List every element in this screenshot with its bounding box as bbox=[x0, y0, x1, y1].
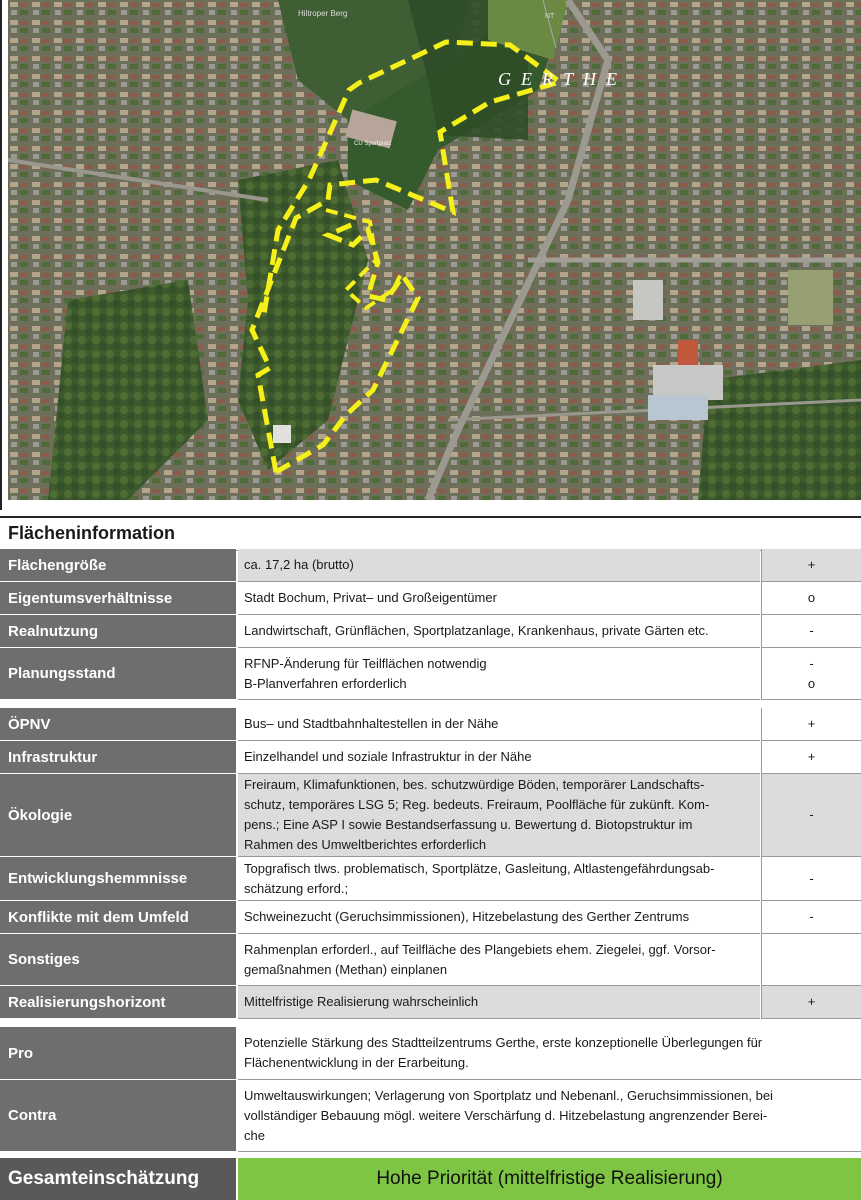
table-row bbox=[0, 549, 861, 582]
row-value bbox=[238, 901, 760, 934]
row-value bbox=[238, 774, 760, 857]
row-label: Infrastruktur bbox=[0, 741, 236, 774]
row-value-line: Stadt Bochum, Privat– und Großeigentümer bbox=[244, 590, 497, 605]
row-label: Konflikte mit dem Umfeld bbox=[0, 901, 236, 934]
row-value-line: ca. 17,2 ha (brutto) bbox=[244, 557, 354, 572]
row-label: Realisierungshorizont bbox=[0, 986, 236, 1019]
row-rating bbox=[761, 901, 861, 934]
row-rating bbox=[761, 986, 861, 1019]
table-row bbox=[0, 934, 861, 986]
table-row bbox=[0, 615, 861, 648]
table-row bbox=[0, 582, 861, 615]
map-marker-text: NT bbox=[545, 13, 555, 20]
row-value-line: B-Planverfahren erforderlich bbox=[244, 675, 407, 691]
row-value-line: vollständiger Bebauung mögl. weitere Verschärfung d. Hitzebelastung angrenzender Berei- bbox=[244, 1107, 768, 1123]
row-value-line: Rahmen des Umweltberichtes erforderlich bbox=[244, 837, 487, 852]
row-value-line: Mittelfristige Realisierung wahrscheinlich bbox=[244, 994, 479, 1009]
row-value-line: gemaßnahmen (Methan) einplanen bbox=[244, 961, 448, 977]
row-label: Ökologie bbox=[0, 774, 236, 857]
table-row bbox=[0, 1027, 861, 1080]
row-rating bbox=[761, 774, 861, 857]
table-row bbox=[0, 774, 861, 857]
row-value-line: Freiraum, Klimafunktionen, bes. schutzwürdige Böden, temporärer Landschafts- bbox=[244, 777, 705, 792]
overall-assessment-result: Hohe Priorität (mittelfristige Realisierung) bbox=[238, 1158, 861, 1200]
row-value bbox=[238, 582, 760, 615]
row-value bbox=[238, 648, 760, 700]
row-value-line: Flächenentwicklung in der Erarbeitung. bbox=[244, 1055, 469, 1070]
row-rating-symbol: o bbox=[807, 675, 816, 691]
row-value-line: Bus– und Stadtbahnhaltestellen in der Nähe bbox=[244, 716, 499, 731]
row-rating-symbol: - bbox=[809, 655, 814, 671]
row-rating bbox=[761, 741, 861, 774]
map-place-label: Hiltroper Berg bbox=[298, 9, 348, 18]
row-value bbox=[238, 1080, 861, 1152]
table-row bbox=[0, 708, 861, 741]
row-value bbox=[238, 857, 760, 901]
row-label: Contra bbox=[0, 1080, 236, 1152]
row-rating-symbol: + bbox=[807, 749, 816, 764]
table-row bbox=[0, 986, 861, 1019]
row-value-line: schätzung erford.; bbox=[244, 880, 349, 896]
table-row bbox=[0, 857, 861, 901]
section-header bbox=[0, 516, 861, 551]
row-value-line: Landwirtschaft, Grünflächen, Sportplatzanlage, Krankenhaus, private Gärten etc. bbox=[244, 623, 709, 638]
row-value-line: Topgrafisch tlws. problematisch, Sportplätze, Gasleitung, Altlastengefährdungsab- bbox=[244, 860, 715, 876]
map-district-label: GERTHE bbox=[498, 69, 627, 89]
map-place-label: CU Sportplatz bbox=[354, 141, 392, 147]
aerial-map bbox=[8, 0, 861, 500]
row-value bbox=[238, 934, 760, 986]
table-row bbox=[0, 741, 861, 774]
table-row bbox=[0, 1080, 861, 1152]
row-value-line: Einzelhandel und soziale Infrastruktur in der Nähe bbox=[244, 749, 532, 764]
row-rating-symbol: o bbox=[807, 590, 816, 605]
row-value bbox=[238, 986, 760, 1019]
row-label: Eigentumsverhältnisse bbox=[0, 582, 236, 615]
table-row bbox=[0, 648, 861, 700]
row-value bbox=[238, 741, 760, 774]
table-row bbox=[0, 901, 861, 934]
aerial-map-graphic bbox=[8, 0, 861, 500]
overall-assessment-row bbox=[0, 1158, 861, 1200]
row-value-line: Umweltauswirkungen; Verlagerung von Sportplatz und Nebenanl., Geruchsimmissionen, bei bbox=[244, 1087, 773, 1103]
row-value-line: pens.; Eine ASP I sowie Bestandserfassung u. Bewertung d. Biotopstruktur im bbox=[244, 817, 693, 832]
row-rating bbox=[761, 648, 861, 700]
row-label: Flächengröße bbox=[0, 549, 236, 582]
row-label: Sonstiges bbox=[0, 934, 236, 986]
left-frame-line bbox=[0, 0, 2, 510]
row-rating bbox=[761, 857, 861, 901]
row-value bbox=[238, 1027, 861, 1080]
row-value-line: Rahmenplan erforderl., auf Teilfläche des Plangebiets ehem. Ziegelei, ggf. Vorsor- bbox=[244, 941, 716, 957]
row-rating-symbol: + bbox=[807, 716, 816, 731]
row-value bbox=[238, 549, 760, 582]
row-rating bbox=[761, 615, 861, 648]
row-rating bbox=[761, 549, 861, 582]
row-rating-symbol: - bbox=[809, 870, 814, 886]
row-rating-symbol: + bbox=[807, 557, 816, 572]
row-label: Pro bbox=[0, 1027, 236, 1080]
row-rating-symbol: - bbox=[809, 623, 814, 638]
row-label: Realnutzung bbox=[0, 615, 236, 648]
row-rating bbox=[761, 582, 861, 615]
row-rating-symbol: + bbox=[807, 994, 816, 1009]
row-label: ÖPNV bbox=[0, 708, 236, 741]
row-rating bbox=[761, 934, 861, 986]
row-label: Planungsstand bbox=[0, 648, 236, 700]
row-value-line: RFNP-Änderung für Teilflächen notwendig bbox=[244, 655, 487, 671]
row-value-line: schutz, temporäres LSG 5; Reg. bedeuts. Freiraum, Poolfläche für zukünft. Kom- bbox=[244, 797, 710, 812]
section-title: Flächeninformation bbox=[8, 523, 176, 543]
row-value-line: Potenzielle Stärkung des Stadtteilzentrums Gerthe, erste konzeptionelle Überlegungen für bbox=[244, 1035, 763, 1050]
overall-assessment-label: Gesamteinschätzung bbox=[0, 1158, 236, 1200]
row-value-line: Schweinezucht (Geruchsimmissionen), Hitzebelastung des Gerther Zentrums bbox=[244, 909, 690, 924]
row-value bbox=[238, 708, 760, 741]
row-rating bbox=[761, 708, 861, 741]
row-rating-symbol: - bbox=[809, 807, 814, 822]
row-value-line: che bbox=[244, 1127, 265, 1143]
row-rating-symbol: - bbox=[809, 909, 814, 924]
row-label: Entwicklungshemmnisse bbox=[0, 857, 236, 901]
row-value bbox=[238, 615, 760, 648]
